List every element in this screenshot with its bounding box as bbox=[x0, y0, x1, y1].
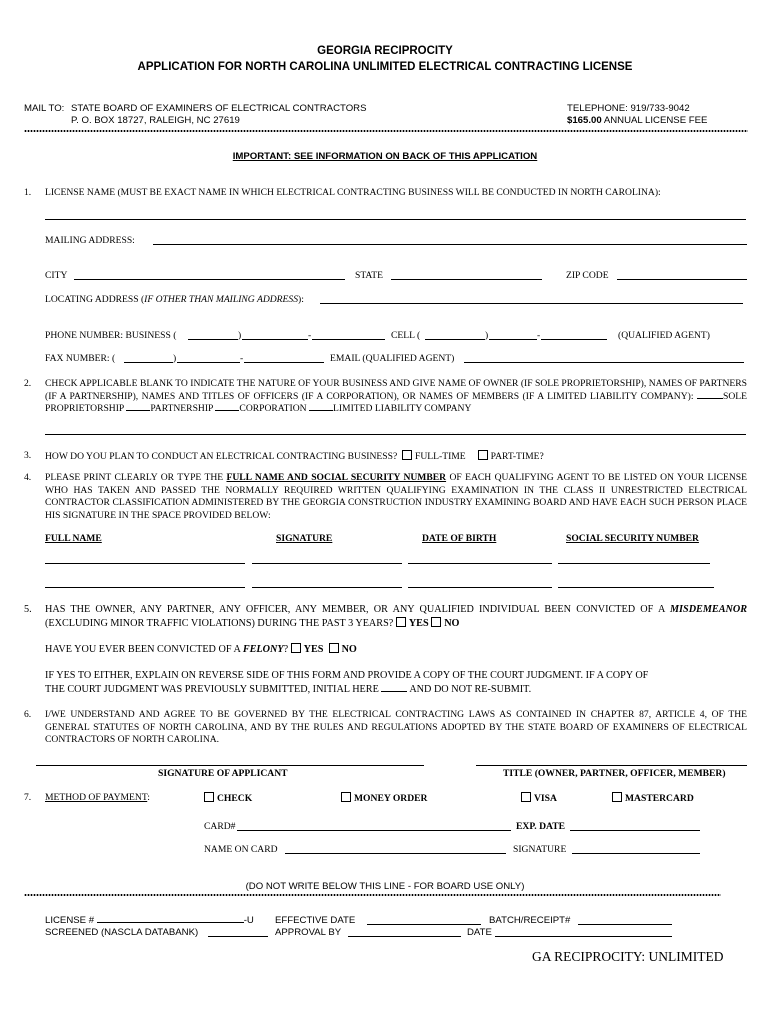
agent2-signature-field[interactable] bbox=[252, 587, 402, 588]
q5-paragraph bbox=[45, 603, 747, 630]
q1-number: 1. bbox=[24, 187, 32, 198]
agent2-name-field[interactable] bbox=[45, 587, 245, 588]
agent2-ssn-field[interactable] bbox=[558, 587, 714, 588]
q3-line bbox=[45, 450, 544, 462]
money-order-label: MONEY ORDER bbox=[354, 793, 428, 804]
visa-checkbox[interactable] bbox=[521, 792, 531, 802]
locating-label-a: LOCATING ADDRESS ( bbox=[45, 294, 145, 305]
q2-paragraph bbox=[45, 378, 747, 416]
applicant-signature-field[interactable] bbox=[36, 765, 424, 766]
fax-label: FAX NUMBER: ( bbox=[45, 353, 116, 364]
screened-label: SCREENED (NASCLA DATABANK) bbox=[45, 927, 199, 938]
important-note: IMPORTANT: SEE INFORMATION ON BACK OF THIS APPLICATION bbox=[232, 151, 538, 162]
initial-here-field[interactable] bbox=[381, 691, 407, 692]
part-time-label: PART-TIME? bbox=[490, 451, 544, 462]
agent1-signature-field[interactable] bbox=[252, 563, 402, 564]
full-time-checkbox[interactable] bbox=[402, 450, 412, 460]
qualified-agent-label: (QUALIFIED AGENT) bbox=[618, 330, 710, 341]
mailing-address-label: MAILING ADDRESS: bbox=[45, 235, 135, 246]
paren-close: ) bbox=[238, 330, 242, 341]
payment-method-colon: : bbox=[147, 792, 150, 803]
llc-blank[interactable] bbox=[309, 410, 333, 411]
title-label: TITLE (OWNER, PARTNER, OFFICER, MEMBER) bbox=[503, 768, 726, 779]
check-option[interactable] bbox=[204, 792, 252, 804]
q4-text-b: FULL NAME AND SOCIAL SECURITY NUMBER bbox=[226, 472, 447, 483]
misdemeanor-no-checkbox[interactable] bbox=[431, 617, 441, 627]
payment-method-label bbox=[45, 792, 150, 803]
approval-by-field[interactable] bbox=[348, 936, 461, 937]
license-number-field[interactable] bbox=[97, 922, 244, 923]
fee-label: ANNUAL LICENSE FEE bbox=[603, 115, 708, 126]
check-checkbox[interactable] bbox=[204, 792, 214, 802]
cell-phone-label: CELL ( bbox=[391, 330, 421, 341]
mastercard-label: MASTERCARD bbox=[625, 793, 694, 804]
form-title: GEORGIA RECIPROCITY bbox=[317, 45, 453, 57]
partnership-label: PARTNERSHIP bbox=[150, 403, 214, 415]
agent2-dob-field[interactable] bbox=[408, 587, 552, 588]
cell-phone-area-field[interactable] bbox=[425, 339, 485, 340]
state-field[interactable] bbox=[391, 279, 542, 280]
card-signature-label: SIGNATURE bbox=[513, 844, 567, 855]
visa-label: VISA bbox=[534, 793, 557, 804]
fax-prefix-field[interactable] bbox=[177, 362, 240, 363]
felony-question-mark: ? bbox=[283, 644, 289, 655]
locating-label-b: IF OTHER THAN MAILING ADDRESS bbox=[144, 294, 298, 305]
corporation-blank[interactable] bbox=[215, 410, 239, 411]
board-use-note: (DO NOT WRITE BELOW THIS LINE - FOR BOARD USE ONLY) bbox=[245, 881, 525, 892]
fee-amount: $165.00 bbox=[567, 115, 602, 126]
agent1-ssn-field[interactable] bbox=[558, 563, 710, 564]
q4-text-c: OF EACH QUALIFYING AGENT TO BE LISTED ON YOUR LICENSE WHO HAS TAKEN AND PASSED THE NORMALLY REQUIRED WRITTEN QUALIFYING EXAMINATION IN THE CLASS II UNRESTRICTED ELECTRICAL CONTRACTOR CLASSIFICATION ADMINISTERED BY THE GEORGIA CONSTRUCTION INDUSTRY EXAMINING BOARD AND HAVE EACH SUCH PERSON PLACE HIS SIGNATURE IN THE SPACE PROVIDED BELOW: bbox=[45, 472, 747, 521]
fax-line-field[interactable] bbox=[244, 362, 324, 363]
misdemeanor-yes-checkbox[interactable] bbox=[396, 617, 406, 627]
explain-line2-b: AND DO NOT RE-SUBMIT. bbox=[409, 684, 532, 695]
check-label: CHECK bbox=[217, 793, 253, 804]
visa-option[interactable] bbox=[521, 792, 557, 804]
misdemeanor-no-label: NO bbox=[444, 617, 460, 629]
felony-text: HAVE YOU EVER BEEN CONVICTED OF A bbox=[45, 644, 241, 655]
business-phone-prefix-field[interactable] bbox=[242, 339, 308, 340]
business-phone-line-field[interactable] bbox=[312, 339, 385, 340]
zip-field[interactable] bbox=[617, 279, 747, 280]
mailing-address-field[interactable] bbox=[153, 244, 747, 245]
city-label: CITY bbox=[45, 270, 68, 281]
col-signature: SIGNATURE bbox=[276, 533, 333, 544]
q1-text: LICENSE NAME (MUST BE EXACT NAME IN WHICH ELECTRICAL CONTRACTING BUSINESS WILL BE CONDUCTED IN NORTH CAROLINA): bbox=[45, 187, 661, 198]
license-number-label: LICENSE # bbox=[45, 915, 95, 926]
batch-receipt-field[interactable] bbox=[578, 924, 672, 925]
date-label: DATE bbox=[467, 927, 492, 938]
q7-number: 7. bbox=[24, 792, 32, 803]
state-label: STATE bbox=[355, 270, 384, 281]
explain-line2 bbox=[45, 684, 531, 695]
card-number-label: CARD# bbox=[204, 821, 236, 832]
license-suffix: -U bbox=[243, 915, 254, 926]
sole-proprietorship-label: SOLE PROPRIETORSHIP bbox=[45, 390, 747, 415]
cell-phone-prefix-field[interactable] bbox=[489, 339, 537, 340]
corporation-label: CORPORATION bbox=[239, 403, 307, 415]
paren-close: ) bbox=[173, 353, 177, 364]
exp-date-field[interactable] bbox=[570, 830, 700, 831]
mail-to-label: MAIL TO: bbox=[24, 103, 65, 114]
part-time-checkbox[interactable] bbox=[478, 450, 488, 460]
dash: - bbox=[537, 330, 541, 341]
dash: - bbox=[308, 330, 312, 341]
q5-number: 5. bbox=[24, 604, 32, 615]
business-phone-area-field[interactable] bbox=[188, 339, 238, 340]
divider-stars-top bbox=[24, 129, 748, 133]
partnership-blank[interactable] bbox=[126, 410, 150, 411]
q4-text-a: PLEASE PRINT CLEARLY OR TYPE THE bbox=[45, 472, 224, 483]
approval-by-label: APPROVAL BY bbox=[275, 927, 342, 938]
divider-stars-bottom bbox=[24, 893, 721, 897]
misdemeanor-yes-label: YES bbox=[408, 617, 429, 629]
locating-address-field[interactable] bbox=[320, 303, 743, 304]
effective-date-field[interactable] bbox=[367, 924, 481, 925]
explain-line2-a: THE COURT JUDGMENT WAS PREVIOUSLY SUBMITTED, INITIAL HERE bbox=[45, 684, 379, 695]
sole-proprietorship-blank[interactable] bbox=[697, 398, 723, 399]
felony-yes-checkbox[interactable] bbox=[291, 643, 301, 653]
q5-text-a: HAS THE OWNER, ANY PARTNER, ANY OFFICER, ANY MEMBER, OR ANY QUALIFIED INDIVIDUAL BEEN CONVICTED OF A bbox=[45, 604, 665, 615]
money-order-option[interactable] bbox=[341, 792, 427, 804]
q6-number: 6. bbox=[24, 709, 32, 720]
misdemeanor-label: MISDEMEANOR bbox=[670, 604, 747, 615]
mastercard-checkbox[interactable] bbox=[612, 792, 622, 802]
q4-number: 4. bbox=[24, 472, 32, 483]
mail-to-line2: P. O. BOX 18727, RALEIGH, NC 27619 bbox=[71, 115, 240, 126]
payment-method-text: METHOD OF PAYMENT bbox=[45, 792, 148, 803]
q6-text: I/WE UNDERSTAND AND AGREE TO BE GOVERNED BY THE ELECTRICAL CONTRACTING LAWS AS CONTAINED IN CHAPTER 87, ARTICLE 4, OF THE GENERAL STATUTES OF NORTH CAROLINA, AND BY THE RULES AND REGULATIONS ADOPTED BY THE STATE BOARD OF EXAMINERS OF ELECTRICAL CONTRACTORS OF NORTH CAROLINA. bbox=[45, 709, 747, 746]
mastercard-option[interactable] bbox=[612, 792, 694, 804]
telephone: TELEPHONE: 919/733-9042 bbox=[567, 103, 690, 114]
felony-question bbox=[45, 643, 357, 655]
signature-of-applicant-label: SIGNATURE OF APPLICANT bbox=[158, 768, 288, 779]
q3-number: 3. bbox=[24, 450, 32, 461]
agent1-dob-field[interactable] bbox=[408, 563, 552, 564]
explain-line1: IF YES TO EITHER, EXPLAIN ON REVERSE SIDE OF THIS FORM AND PROVIDE A COPY OF THE COURT JUDGMENT. IF A COPY OF bbox=[45, 670, 649, 681]
felony-yes-label: YES bbox=[303, 644, 324, 655]
date-field[interactable] bbox=[495, 936, 672, 937]
screened-field[interactable] bbox=[208, 936, 268, 937]
agent1-name-field[interactable] bbox=[45, 563, 245, 564]
q3-text: HOW DO YOU PLAN TO CONDUCT AN ELECTRICAL CONTRACTING BUSINESS? bbox=[45, 451, 398, 462]
footer-label: GA RECIPROCITY: UNLIMITED bbox=[532, 949, 724, 964]
dash: - bbox=[240, 353, 244, 364]
name-on-card-field[interactable] bbox=[285, 853, 506, 854]
form-subtitle: APPLICATION FOR NORTH CAROLINA UNLIMITED ELECTRICAL CONTRACTING LICENSE bbox=[137, 61, 633, 73]
license-fee bbox=[567, 115, 707, 126]
zip-label: ZIP CODE bbox=[566, 270, 609, 281]
name-on-card-label: NAME ON CARD bbox=[204, 844, 278, 855]
exp-date-label: EXP. DATE bbox=[516, 821, 566, 832]
owner-names-field[interactable] bbox=[45, 434, 746, 435]
batch-receipt-label: BATCH/RECEIPT# bbox=[489, 915, 571, 926]
locating-address-label bbox=[45, 294, 304, 305]
card-number-field[interactable] bbox=[237, 830, 511, 831]
applicant-title-field[interactable] bbox=[476, 765, 747, 766]
cell-phone-line-field[interactable] bbox=[541, 339, 607, 340]
col-ssn: SOCIAL SECURITY NUMBER bbox=[566, 533, 699, 544]
felony-label: FELONY bbox=[242, 644, 284, 655]
effective-date-label: EFFECTIVE DATE bbox=[275, 915, 356, 926]
q4-paragraph bbox=[45, 472, 747, 522]
fax-area-field[interactable] bbox=[124, 362, 173, 363]
locating-label-c: ): bbox=[298, 294, 304, 305]
money-order-checkbox[interactable] bbox=[341, 792, 351, 802]
email-label: EMAIL (QUALIFIED AGENT) bbox=[330, 353, 455, 364]
full-time-label: FULL-TIME bbox=[415, 451, 466, 462]
license-number-row bbox=[45, 915, 254, 926]
felony-no-checkbox[interactable] bbox=[329, 643, 339, 653]
felony-no-label: NO bbox=[341, 644, 357, 655]
col-date-of-birth: DATE OF BIRTH bbox=[422, 533, 497, 544]
business-phone-label: PHONE NUMBER: BUSINESS ( bbox=[45, 330, 177, 341]
city-field[interactable] bbox=[74, 279, 345, 280]
card-signature-field[interactable] bbox=[572, 853, 700, 854]
license-name-field[interactable] bbox=[45, 219, 746, 220]
q2-text: CHECK APPLICABLE BLANK TO INDICATE THE NATURE OF YOUR BUSINESS AND GIVE NAME OF OWNER (IF SOLE PROPRIETORSHIP), NAMES OF PARTNERS (IF A PARTNERSHIP), NAMES AND TITLES OF OFFICERS (IF A CORPORATION), OR NAMES OF MEMBERS (IF A LIMITED LIABILITY COMPANY): bbox=[45, 378, 747, 402]
paren-close: ) bbox=[485, 330, 489, 341]
q5-text-b: (EXCLUDING MINOR TRAFFIC VIOLATIONS) DURING THE PAST 3 YEARS? bbox=[45, 617, 394, 629]
mail-to-line1: STATE BOARD OF EXAMINERS OF ELECTRICAL CONTRACTORS bbox=[71, 103, 367, 114]
email-field[interactable] bbox=[464, 362, 744, 363]
llc-label: LIMITED LIABILITY COMPANY bbox=[333, 403, 472, 415]
q2-number: 2. bbox=[24, 378, 32, 389]
col-full-name: FULL NAME bbox=[45, 533, 102, 544]
